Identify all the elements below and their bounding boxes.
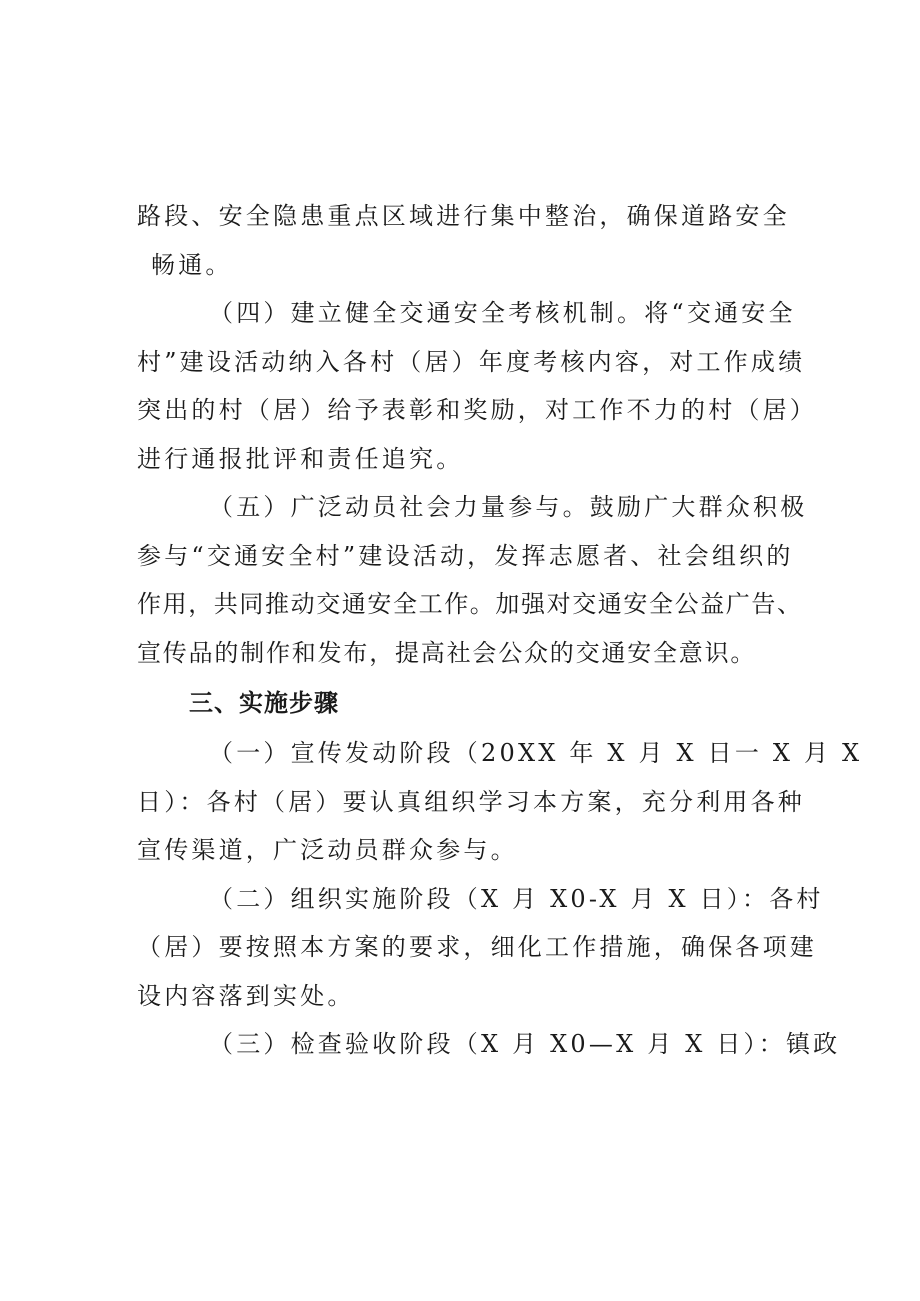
- text-line: 突出的村（居）给予表彰和奖励，对工作不力的村（居）: [137, 396, 817, 424]
- paragraph-assessment-mechanism: [137, 289, 817, 483]
- text-line: （五）广泛动员社会力量参与。鼓励广大群众积极: [209, 493, 808, 521]
- text-line: （居）要按照本方案的要求，细化工作措施，确保各项建: [137, 933, 817, 961]
- text-line: 畅通。: [151, 250, 233, 279]
- paragraph-social-mobilization: [137, 483, 808, 677]
- document-body: [137, 192, 863, 1069]
- text-line: 日）：各村（居）要认真组织学习本方案，充分利用各种: [137, 787, 805, 816]
- step-implementation-phase: [137, 875, 824, 1021]
- text-line: 路段、安全隐患重点区域进行集中整治，确保道路安全: [137, 202, 790, 230]
- text-line: 宣传品的制作和发布，提高社会公众的交通安全意识。: [137, 638, 757, 667]
- text-line: （四）建立健全交通安全考核机制。将“交通安全: [209, 299, 796, 327]
- paragraph-road-rectification: [137, 192, 793, 289]
- text-line: （一）宣传发动阶段（20XX 年 X 月 X 日一 X 月 X: [209, 739, 863, 767]
- section-heading: 三、实施步骤: [189, 689, 339, 717]
- text-line: 参与“交通安全村”建设活动，发挥志愿者、社会组织的: [137, 541, 794, 570]
- step-inspection-phase: [137, 1020, 841, 1069]
- text-line: 村”建设活动纳入各村（居）年度考核内容，对工作成绩: [137, 347, 806, 376]
- step-publicity-phase: [137, 729, 863, 875]
- text-line: 设内容落到实处。: [137, 981, 355, 1010]
- text-line: （三）检查验收阶段（X 月 X0—X 月 X 日）：镇政: [209, 1030, 841, 1058]
- text-line: 进行通报批评和责任追究。: [137, 444, 464, 473]
- text-line: 作用，共同推动交通安全工作。加强对交通安全公益广告、: [137, 590, 803, 618]
- text-line: （二）组织实施阶段（X 月 X0-X 月 X 日）：各村: [209, 884, 824, 913]
- text-line: 宣传渠道，广泛动员群众参与。: [137, 836, 518, 864]
